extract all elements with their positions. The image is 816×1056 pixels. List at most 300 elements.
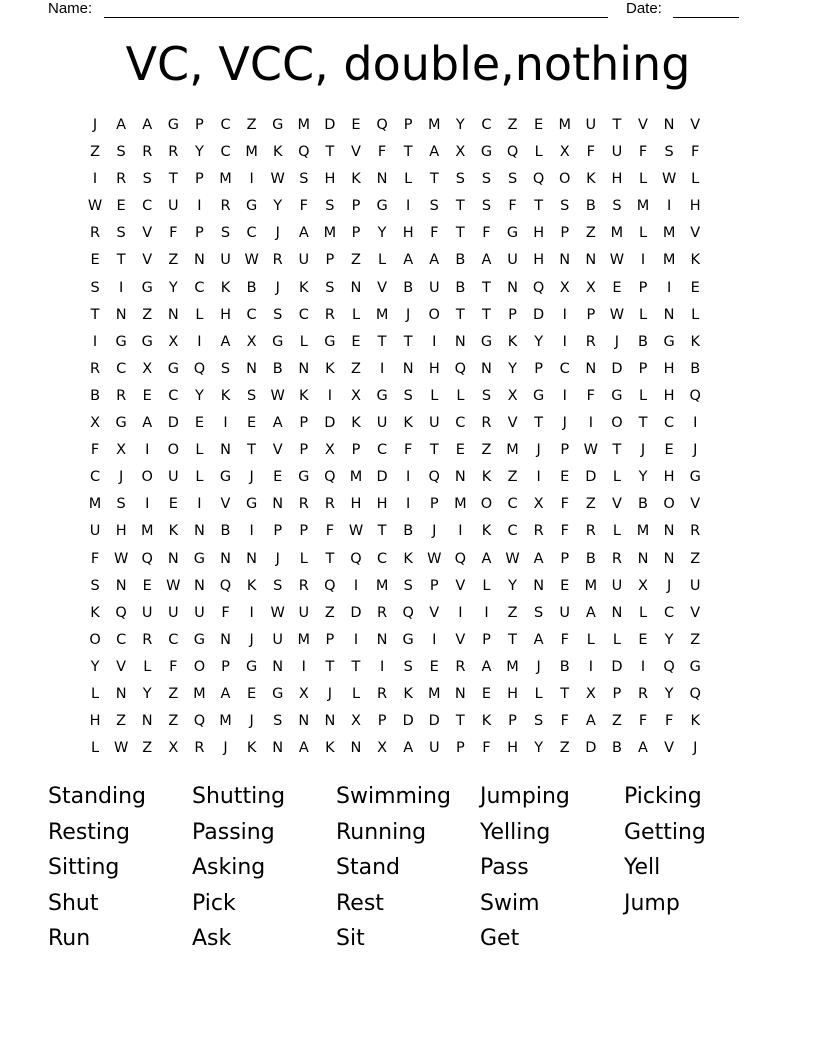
grid-letter: K (246, 577, 257, 594)
grid-letter: J (536, 658, 541, 675)
grid-letter: I (693, 415, 698, 432)
grid-letter: M (219, 713, 232, 730)
grid-letter: C (507, 496, 518, 513)
grid-letter: R (116, 171, 127, 188)
grid-letter: T (325, 144, 335, 161)
grid-letter: H (402, 225, 414, 242)
word-list-item: Shut (48, 890, 99, 916)
grid-letter: P (273, 523, 283, 540)
grid-letter: Z (585, 225, 596, 242)
grid-letter: U (194, 604, 205, 621)
grid-letter: I (197, 198, 202, 215)
grid-letter: F (404, 442, 413, 459)
grid-letter: J (432, 523, 437, 540)
grid-letter: S (664, 144, 674, 161)
grid-letter: V (429, 604, 440, 621)
grid-letter: N (167, 550, 179, 567)
grid-letter: I (562, 387, 567, 404)
grid-letter: N (454, 333, 466, 350)
grid-letter: F (691, 144, 700, 161)
grid-letter: N (324, 713, 336, 730)
grid-letter: K (403, 685, 413, 702)
grid-letter: I (536, 469, 541, 486)
word-list-item: Running (336, 819, 427, 845)
grid-letter: I (92, 171, 98, 188)
grid-letter: I (301, 658, 306, 675)
grid-letter: G (611, 387, 623, 404)
grid-letter: Y (508, 360, 517, 377)
grid-letter: X (559, 279, 570, 296)
grid-letter: B (246, 279, 257, 296)
grid-row (82, 329, 708, 356)
grid-letter: T (90, 306, 100, 323)
grid-letter: N (585, 360, 597, 377)
grid-letter: M (662, 252, 676, 269)
grid-letter: X (559, 144, 570, 161)
grid-letter: Z (168, 713, 179, 730)
grid-letter: B (585, 198, 596, 215)
grid-letter: W (609, 252, 625, 269)
grid-letter: R (690, 523, 701, 540)
grid-letter: F (586, 387, 595, 404)
grid-letter: I (406, 198, 411, 215)
grid-letter: M (88, 496, 102, 513)
grid-letter: X (455, 144, 466, 161)
grid-letter: V (690, 496, 701, 513)
grid-letter: L (351, 306, 361, 323)
grid-letter: E (116, 198, 126, 215)
grid-letter: U (428, 279, 440, 296)
grid-letter: E (142, 387, 152, 404)
grid-letter: T (455, 713, 465, 730)
grid-letter: L (534, 685, 543, 702)
grid-letter: V (351, 144, 361, 161)
grid-letter: O (480, 496, 493, 513)
grid-letter: W (609, 306, 625, 323)
grid-letter: E (638, 631, 648, 648)
grid-letter: T (455, 306, 465, 323)
grid-letter: L (638, 171, 648, 188)
grid-letter: H (663, 469, 675, 486)
grid-letter: A (220, 333, 231, 350)
grid-letter: P (508, 306, 517, 323)
grid-letter: P (508, 713, 517, 730)
grid-letter: K (299, 387, 309, 404)
grid-letter: E (664, 442, 674, 459)
grid-letter: V (220, 496, 231, 513)
grid-letter: U (689, 577, 701, 594)
grid-letter: K (481, 523, 492, 540)
grid-letter: V (690, 604, 701, 621)
grid-letter: I (223, 415, 228, 432)
grid-letter: M (584, 577, 598, 594)
name-line (104, 17, 608, 18)
word-list-item: Jumping (480, 784, 570, 809)
grid-letter: U (220, 252, 231, 269)
grid-letter: B (455, 279, 466, 296)
grid-row (82, 518, 708, 545)
grid-letter: B (638, 496, 648, 513)
grid-letter: R (298, 496, 309, 513)
grid-letter: X (585, 279, 596, 296)
grid-letter: T (325, 550, 335, 567)
grid-letter: R (611, 550, 622, 567)
grid-letter: W (270, 171, 285, 188)
grid-letter: L (482, 577, 491, 594)
grid-letter: F (560, 523, 569, 540)
grid-letter: C (507, 523, 518, 540)
grid-letter: Z (585, 496, 596, 513)
grid-letter: X (351, 713, 361, 730)
word-list-item: Run (48, 926, 91, 951)
grid-letter: I (249, 604, 254, 621)
grid-letter: Q (324, 469, 336, 486)
grid-letter: E (429, 658, 439, 675)
grid-letter: R (116, 387, 127, 404)
grid-letter: K (403, 550, 413, 567)
grid-letter: T (455, 198, 465, 215)
grid-letter: L (195, 306, 204, 323)
grid-letter: Z (507, 469, 518, 486)
grid-letter: B (403, 279, 414, 296)
grid-letter: H (324, 171, 336, 188)
grid-letter: S (403, 658, 413, 675)
grid-letter: G (402, 631, 414, 648)
grid-letter: K (351, 415, 361, 432)
grid-letter: F (638, 144, 648, 161)
grid-letter: X (533, 496, 544, 513)
grid-letter: M (610, 225, 624, 242)
grid-letter: M (245, 144, 258, 161)
grid-row (82, 464, 708, 491)
grid-letter: N (246, 550, 258, 567)
grid-letter: K (220, 387, 231, 404)
grid-letter: O (663, 496, 675, 513)
word-list-item: Swimming (336, 784, 451, 809)
grid-letter: C (220, 117, 231, 133)
grid-letter: W (270, 604, 285, 621)
word-list-item: Shutting (192, 784, 286, 809)
grid-letter: S (116, 225, 126, 242)
grid-letter: N (663, 306, 675, 323)
grid-letter: C (377, 442, 388, 459)
grid-letter: U (559, 604, 571, 621)
grid-letter: A (298, 225, 309, 242)
grid-letter: M (454, 496, 467, 513)
grid-letter: S (481, 171, 492, 188)
grid-letter: I (406, 496, 411, 513)
grid-letter: A (220, 685, 231, 702)
grid-letter: T (351, 658, 361, 675)
grid-letter: B (220, 523, 231, 540)
word-list-item: Resting (48, 819, 130, 845)
grid-letter: J (249, 631, 254, 648)
letter-grid (82, 112, 708, 762)
grid-letter: E (351, 333, 361, 350)
grid-letter: A (533, 550, 544, 567)
grid-letter: M (506, 442, 519, 459)
grid-row (82, 166, 708, 193)
grid-letter: G (480, 333, 493, 350)
grid-letter: V (455, 631, 466, 648)
grid-letter: R (142, 631, 153, 648)
grid-letter: Y (664, 631, 674, 648)
grid-letter: S (247, 387, 257, 404)
grid-letter: X (90, 415, 101, 432)
grid-letter: P (299, 415, 309, 432)
grid-letter: J (223, 740, 228, 757)
grid-letter: A (481, 252, 492, 269)
grid-letter: J (406, 306, 411, 323)
grid-row (82, 546, 708, 573)
grid-letter: P (429, 496, 439, 513)
grid-letter: I (327, 387, 333, 404)
word-list-item: Pick (192, 890, 236, 916)
grid-letter: C (194, 279, 205, 296)
grid-letter: Q (532, 279, 545, 296)
grid-letter: R (585, 333, 596, 350)
grid-letter: S (481, 387, 492, 404)
date-line (673, 17, 739, 18)
word-list-item: Rest (336, 890, 384, 916)
grid-letter: P (534, 360, 544, 377)
grid-letter: K (690, 713, 700, 730)
grid-letter: P (560, 442, 570, 459)
grid-row (82, 437, 708, 464)
grid-letter: I (145, 496, 150, 513)
grid-letter: N (402, 360, 414, 377)
grid-letter: P (351, 198, 361, 215)
grid-letter: V (690, 225, 701, 242)
grid-letter: R (168, 144, 179, 161)
grid-letter: T (377, 333, 387, 350)
grid-letter: G (193, 631, 206, 648)
grid-letter: P (560, 225, 570, 242)
grid-letter: N (298, 360, 310, 377)
grid-letter: L (195, 469, 204, 486)
grid-letter: K (272, 144, 283, 161)
grid-letter: V (116, 658, 127, 675)
grid-letter: H (533, 225, 545, 242)
grid-letter: Y (508, 577, 517, 594)
grid-letter: R (533, 523, 544, 540)
grid-letter: R (90, 225, 101, 242)
grid-letter: E (351, 117, 361, 133)
grid-letter: N (193, 523, 205, 540)
grid-letter: S (481, 198, 492, 215)
grid-letter: E (481, 685, 492, 702)
word-list-item: Jump (624, 890, 680, 916)
grid-letter: T (534, 198, 544, 215)
grid-letter: B (272, 360, 283, 377)
grid-letter: Q (115, 604, 127, 621)
grid-letter: F (90, 550, 100, 567)
grid-letter: Q (193, 360, 206, 377)
grid-letter: Z (324, 604, 335, 621)
grid-letter: G (167, 117, 179, 133)
grid-letter: U (168, 604, 179, 621)
grid-letter: S (142, 171, 152, 188)
grid-letter: M (323, 225, 337, 242)
grid-letter: X (116, 442, 127, 459)
grid-letter: T (534, 415, 544, 432)
grid-letter: A (429, 252, 440, 269)
grid-letter: D (585, 740, 597, 757)
word-list-item: Passing (192, 819, 275, 845)
grid-letter: L (195, 442, 204, 459)
grid-letter: V (664, 740, 675, 757)
grid-letter: J (249, 713, 254, 730)
grid-letter: G (689, 658, 701, 675)
grid-row (82, 383, 708, 410)
grid-letter: G (245, 496, 258, 513)
grid-letter: U (611, 144, 623, 161)
grid-letter: I (562, 333, 567, 350)
grid-letter: O (89, 631, 101, 648)
grid-letter: P (482, 631, 491, 648)
grid-letter: A (403, 740, 414, 757)
grid-letter: Z (481, 442, 492, 459)
grid-letter: L (586, 631, 595, 648)
grid-letter: J (327, 685, 333, 702)
grid-letter: N (220, 550, 231, 567)
grid-letter: K (507, 333, 518, 350)
grid-letter: S (429, 198, 439, 215)
grid-letter: R (194, 740, 205, 757)
grid-letter: I (353, 631, 359, 648)
grid-letter: N (376, 171, 388, 188)
grid-letter: Y (664, 685, 674, 702)
grid-letter: I (379, 658, 385, 675)
grid-letter: L (351, 685, 361, 702)
grid-letter: T (325, 658, 335, 675)
grid-letter: C (377, 550, 388, 567)
grid-letter: G (663, 333, 675, 350)
grid-letter: V (272, 442, 283, 459)
grid-letter: P (325, 631, 335, 648)
grid-letter: E (194, 415, 204, 432)
grid-letter: G (506, 225, 519, 242)
grid-letter: R (455, 658, 466, 675)
word-list-item: Getting (624, 819, 706, 845)
grid-letter: D (402, 713, 414, 730)
grid-letter: S (325, 198, 335, 215)
grid-letter: D (324, 117, 336, 133)
grid-letter: R (324, 306, 335, 323)
grid-letter: G (193, 550, 206, 567)
grid-letter: X (324, 442, 335, 459)
grid-letter: Y (194, 387, 204, 404)
grid-letter: J (640, 442, 646, 459)
grid-letter: P (351, 225, 361, 242)
grid-letter: U (428, 415, 440, 432)
grid-letter: R (377, 604, 388, 621)
grid-letter: E (247, 685, 257, 702)
grid-letter: X (168, 740, 179, 757)
grid-letter: F (508, 198, 517, 215)
grid-letter: A (403, 252, 414, 269)
page-title: VC, VCC, double,nothing (125, 37, 691, 91)
grid-letter: F (221, 604, 230, 621)
grid-letter: N (193, 252, 205, 269)
grid-letter: H (115, 523, 127, 540)
grid-letter: H (663, 387, 675, 404)
grid-letter: E (560, 469, 570, 486)
grid-letter: P (377, 713, 387, 730)
grid-letter: J (693, 442, 698, 459)
grid-row (82, 356, 708, 383)
grid-letter: H (428, 360, 440, 377)
grid-letter: H (507, 685, 518, 702)
grid-letter: G (272, 333, 284, 350)
grid-letter: Q (663, 658, 675, 675)
grid-letter: E (168, 496, 178, 513)
grid-letter: G (376, 198, 388, 215)
grid-letter: A (638, 740, 648, 757)
grid-letter: I (588, 658, 593, 675)
grid-letter: S (299, 171, 309, 188)
grid-row (82, 247, 708, 274)
grid-letter: Q (298, 144, 310, 161)
grid-letter: N (115, 577, 127, 594)
grid-letter: C (142, 198, 153, 215)
grid-letter: B (403, 523, 414, 540)
grid-letter: E (273, 469, 283, 486)
grid-letter: U (376, 415, 388, 432)
grid-letter: T (482, 306, 491, 323)
grid-letter: B (611, 740, 622, 757)
grid-letter: Z (351, 252, 361, 269)
grid-letter: N (272, 496, 284, 513)
grid-letter: Z (142, 306, 153, 323)
grid-letter: F (169, 658, 178, 675)
grid-letter: Q (141, 550, 153, 567)
grid-letter: E (612, 279, 622, 296)
grid-letter: N (220, 631, 231, 648)
grid-letter: J (562, 415, 567, 432)
grid-letter: P (221, 658, 230, 675)
grid-letter: O (559, 171, 571, 188)
grid-letter: R (585, 523, 596, 540)
grid-letter: G (533, 387, 545, 404)
grid-letter: K (586, 171, 596, 188)
word-list-item: Sitting (48, 855, 120, 880)
grid-letter: S (273, 577, 283, 594)
word-list-item: Stand (336, 855, 400, 880)
grid-letter: H (689, 198, 701, 215)
grid-letter: H (350, 496, 362, 513)
grid-letter: C (298, 306, 309, 323)
grid-row (82, 491, 708, 518)
grid-letter: C (559, 360, 570, 377)
grid-letter: O (167, 442, 180, 459)
grid-letter: Z (246, 117, 257, 133)
grid-letter: S (534, 604, 544, 621)
grid-letter: A (533, 631, 544, 648)
grid-letter: A (116, 117, 127, 133)
grid-letter: Z (168, 252, 179, 269)
grid-letter: W (583, 442, 598, 459)
grid-letter: J (275, 279, 280, 296)
grid-letter: N (115, 685, 127, 702)
grid-row (82, 220, 708, 247)
grid-letter: Y (377, 225, 387, 242)
grid-letter: Z (690, 550, 701, 567)
grid-letter: M (297, 117, 311, 133)
grid-letter: X (142, 360, 153, 377)
grid-letter: Y (168, 279, 178, 296)
grid-letter: Z (90, 144, 101, 161)
